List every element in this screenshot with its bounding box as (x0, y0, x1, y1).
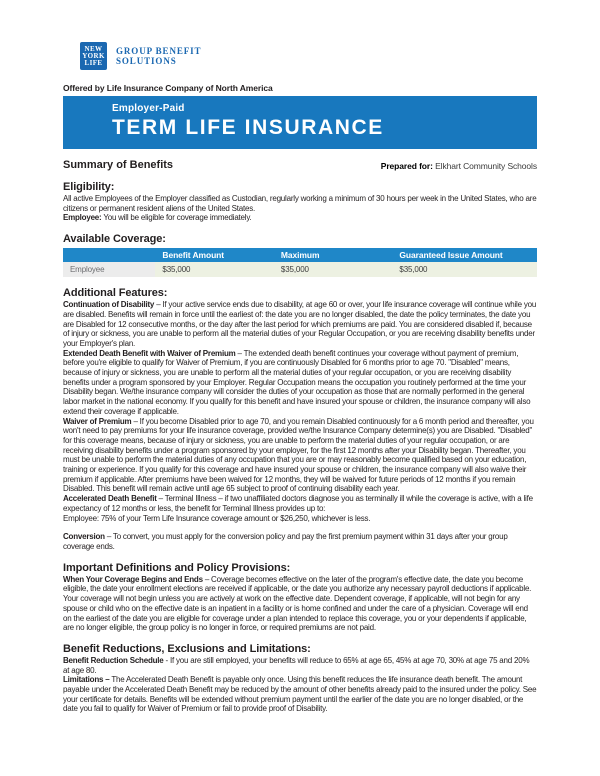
title-banner (63, 96, 537, 149)
coverage-row-label: Employee (63, 262, 155, 277)
coverage-col-guaranteed-issue: Guaranteed Issue Amount (392, 248, 537, 262)
feature-label: Extended Death Benefit with Waiver of Premium (63, 348, 236, 358)
coverage-table-header-row (63, 248, 537, 262)
prepared-for-value: Elkhart Community Schools (435, 161, 537, 171)
feature-text: – Terminal Illness – if two unaffiliated doctors diagnose you as terminally ill while the coverage is active, with a life expectancy of 12 months or less, the benefit for Terminal Illness provides up to: (63, 494, 533, 513)
feature-accelerated-death-benefit (63, 494, 537, 513)
feature-label: Continuation of Disability (63, 300, 155, 310)
feature-text: – If your active service ends due to disability, at age 60 or over, your life insurance coverage will continue while you are disabled. Benefits will remain in force until the earliest of: the date you are no longer disabled, the date the policy terminates, the date you are Disabled for 12 consecutive months, or the day after the last period for which premiums are paid. You are considered disabled if, because of injury or sickness, you are unable to perform all the material duties of your Regular Occupation, or you are receiving disability benefits under your Employer's plan. (63, 300, 537, 348)
reduction-limitations (63, 675, 537, 714)
feature-conversion (63, 532, 537, 551)
available-coverage-heading: Available Coverage: (63, 233, 166, 246)
table-row (63, 262, 537, 277)
prepared-for (381, 161, 537, 171)
additional-features-heading: Additional Features: (63, 287, 168, 300)
coverage-col-maximum: Maximum (274, 248, 393, 262)
definitions-heading: Important Definitions and Policy Provisions: (63, 561, 291, 574)
employee-label: Employee: (63, 213, 102, 223)
feature-extended-death-benefit (63, 349, 537, 417)
reduction-schedule (63, 656, 537, 675)
banner-eyebrow: Employer-Paid (112, 103, 185, 114)
brand (80, 42, 537, 70)
feature-label: Waiver of Premium (63, 416, 132, 426)
feature-text: – The extended death benefit continues your coverage without payment of premium, before you're eligible to qualify for Waiver of Premium, if you are continuously Disabled for 6 months prior to age 70. "Disabled" means, because of injury or sickness, you are unable to perform all the material duties of your regular occupation, or you are receiving disability benefits under a program sponsored by your Employer. Regular Occupation means the occupation you routinely performed at the time your Disability began. We/the insurance company will consider the duties of your occupation as those that are normally performed in the general labor market in the national economy. If you qualify for this benefit and have insured your spouse or children, the insurance company will also extend their coverage if applicable. (63, 348, 531, 416)
prepared-for-label: Prepared for: (380, 161, 433, 171)
feature-text: – If you become Disabled prior to age 70, and you remain Disabled continuously for a 6 month period and thereafter, you won't need to pay premiums for your life insurance coverage, provided we/the Insurance Company determine(s) you are Disabled. "Disabled" for this coverage means, because of injury or sickness, you are unable to perform the material duties of your regular occupation, or are receiving disability benefits under a program sponsored by your employer, for the first 12 months after your Disability began. Thereafter, you must be unable to perform the material duties of any occupation that you are or may reasonably become qualified based on your education, training or experience. If you qualify for this coverage and have insured your spouse or children, the insurance company will also waive their premium if applicable. After premiums have been waived for 12 months, they will be waived for future periods of 12 months if you remain Disabled. This benefit will remain active until age 65 subject to proof of continuing disability each year. (63, 416, 534, 494)
summary-row (63, 159, 537, 171)
definition-text: – Coverage becomes effective on the later of the program's effective date, the date you become eligible, the date your enrollment elections are received if applicable, or the date you authorize any necessary payroll deductions if applicable. Your coverage will not begin unless you are actively at work on the effective date. Dependent coverage, if applicable, will not begin for any spouse or child who on the effective date is an inpatient in a facility or is home confined and under the care of a physician. Coverage will end on the earliest of the date you are eligible for coverage under a plan intended to replace this coverage, you or your dependents if applicable, are no longer eligible, the group policy is no longer in force, or required premiums are not paid. (63, 574, 532, 633)
eligibility-text: All active Employees of the Employer classified as Custodian, regularly working a minimum of 30 hours per week in the United States, who are citizens or permanent resident aliens of the United States. (63, 194, 537, 213)
definition-when-coverage-begins-ends (63, 575, 537, 633)
employee-text: You will be eligible for coverage immediately. (103, 213, 252, 223)
brand-wordmark-line2: SOLUTIONS (116, 56, 177, 66)
eligibility-employee-line (63, 213, 537, 223)
feature-continuation-of-disability (63, 300, 537, 349)
feature-label: Accelerated Death Benefit (63, 494, 157, 504)
reductions-heading: Benefit Reductions, Exclusions and Limitations: (63, 642, 311, 655)
feature-accelerated-employee-line: Employee: 75% of your Term Life Insurance coverage amount or $26,250, whichever is less. (63, 513, 371, 523)
coverage-table (63, 248, 537, 277)
reduction-text: The Accelerated Death Benefit is payable only once. Using this benefit reduces the life insurance death benefit. The amount payable under the Accelerated Death Benefit may be reduced by the amount of other benefits already paid to the insured under the policy. See your certificate for details. Benefits will be extended without premium payment until the earlier of the date you are no longer disabled, or the date you fail to qualify for Waiver of Premium or fail to provide proof of Disability. (63, 675, 537, 714)
coverage-guaranteed-issue: $35,000 (392, 262, 537, 277)
brand-wordmark-line1: GROUP BENEFIT (116, 46, 202, 56)
new-york-life-logo (80, 42, 107, 70)
logo-line: LIFE (84, 58, 103, 67)
offered-by-line: Offered by Life Insurance Company of North America (63, 83, 273, 93)
coverage-benefit-amount: $35,000 (155, 262, 274, 277)
reduction-label: Limitations – (63, 675, 110, 685)
summary-heading: Summary of Benefits (63, 159, 174, 171)
logo-line: NEW (84, 44, 103, 53)
coverage-col-benefit-amount: Benefit Amount (155, 248, 274, 262)
brand-wordmark (116, 46, 201, 66)
coverage-maximum: $35,000 (274, 262, 393, 277)
feature-waiver-of-premium (63, 417, 537, 495)
logo-line: YORK (82, 51, 105, 60)
definition-label: When Your Coverage Begins and Ends (63, 574, 203, 584)
page-title: TERM LIFE INSURANCE (112, 116, 384, 139)
reduction-text: - If you are still employed, your benefits will reduce to 65% at age 65, 45% at age 70, 30% at age 75 and 20% at age 80. (63, 655, 530, 675)
coverage-col-blank (63, 248, 155, 262)
eligibility-heading: Eligibility: (63, 181, 115, 193)
reduction-label: Benefit Reduction Schedule (63, 655, 164, 665)
feature-text: – To convert, you must apply for the conversion policy and pay the first premium payment within 31 days after your group coverage ends. (63, 532, 508, 551)
feature-label: Conversion (63, 532, 105, 542)
